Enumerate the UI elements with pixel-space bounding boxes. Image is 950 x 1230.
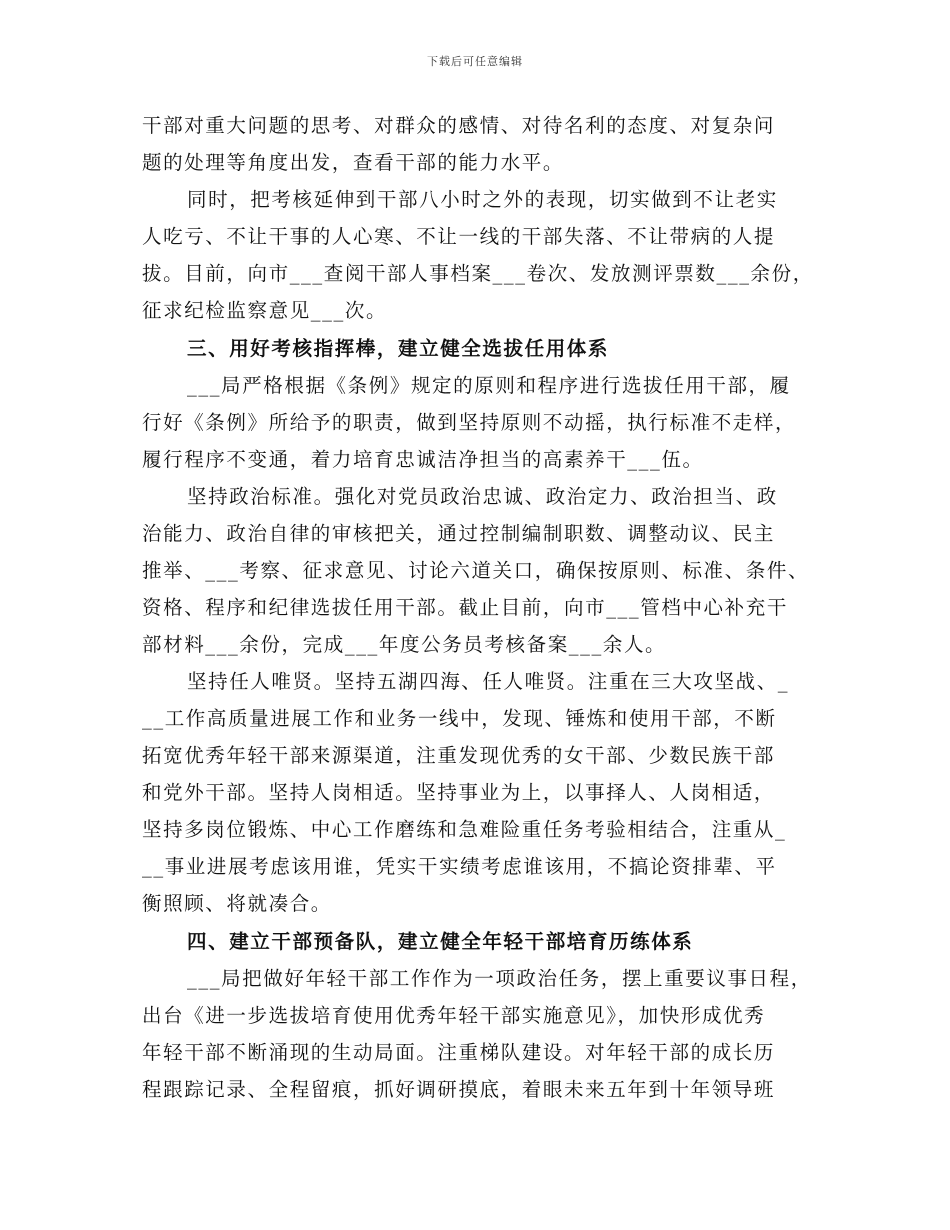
body-line: 行好《条例》所给予的职责，做到坚持原则不动摇，执行标准不走样， — [142, 411, 797, 434]
paragraph-first-line: ___局严格根据《条例》规定的原则和程序进行选拔任用干部，履 — [187, 374, 791, 397]
section-heading-4: 四、建立干部预备队，建立健全年轻干部培育历练体系 — [187, 930, 694, 953]
paragraph-first-line: 坚持任人唯贤。坚持五湖四海、任人唯贤。注重在三大攻坚战、_ — [187, 670, 790, 693]
body-line: 资格、程序和纪律选拔任用干部。截止目前，向市___管档中心补充干 — [142, 596, 788, 619]
body-line: 题的处理等角度出发，查看干部的能力水平。 — [142, 151, 565, 174]
body-line: 履行程序不变通，着力培育忠诚洁净担当的高素养干___伍。 — [142, 448, 704, 471]
body-line: 治能力、政治自律的审核把关，通过控制编制职数、调整动议、民主 — [142, 522, 776, 545]
paragraph-first-line: 同时，把考核延伸到干部八小时之外的表现，切实做到不让老实 — [187, 188, 778, 211]
body-line: 推举、___考察、征求意见、讨论六道关口，确保按原则、标准、条件、 — [142, 559, 810, 582]
body-line: 衡照顾、将就凑合。 — [142, 892, 332, 915]
page-header-note: 下载后可任意编辑 — [427, 55, 523, 68]
body-line: 人吃亏、不让干事的人心寒、不让一线的干部失落、不让带病的人提 — [142, 225, 776, 248]
body-line: 部材料___余份，完成___年度公务员考核备案___余人。 — [142, 633, 667, 656]
body-line: 拓宽优秀年轻干部来源渠道，注重发现优秀的女干部、少数民族干部 — [142, 744, 776, 767]
body-line: 出台《进一步选拔培育使用优秀年轻干部实施意见》，加快形成优秀 — [142, 1004, 766, 1027]
body-line: __事业进展考虑该用谁，凭实干实绩考虑谁该用，不搞论资排辈、平 — [142, 855, 777, 878]
paragraph-first-line: ___局把做好年轻干部工作作为一项政治任务，摆上重要议事日程， — [187, 967, 812, 990]
body-line: 和党外干部。坚持人岗相适。坚持事业为上，以事择人、人岗相适， — [142, 781, 776, 804]
body-line: __工作高质量进展工作和业务一线中，发现、锤炼和使用干部，不断 — [142, 707, 777, 730]
body-line: 干部对重大问题的思考、对群众的感情、对待名利的态度、对复杂问 — [142, 114, 776, 137]
body-line: 拔。目前，向市___查阅干部人事档案___卷次、发放测评票数___余份， — [142, 262, 814, 285]
body-line: 坚持多岗位锻炼、中心工作磨练和急难险重任务考验相结合，注重从_ — [142, 818, 787, 841]
body-line: 征求纪检监察意见___次。 — [142, 299, 388, 322]
paragraph-first-line: 坚持政治标准。强化对党员政治忠诚、政治定力、政治担当、政 — [187, 485, 778, 508]
body-line: 年轻干部不断涌现的生动局面。注重梯队建设。对年轻干部的成长历 — [142, 1041, 776, 1064]
section-heading-3: 三、用好考核指挥棒，建立健全选拔任用体系 — [187, 337, 610, 360]
body-line: 程跟踪记录、全程留痕，抓好调研摸底，着眼未来五年到十年领导班 — [142, 1078, 776, 1101]
